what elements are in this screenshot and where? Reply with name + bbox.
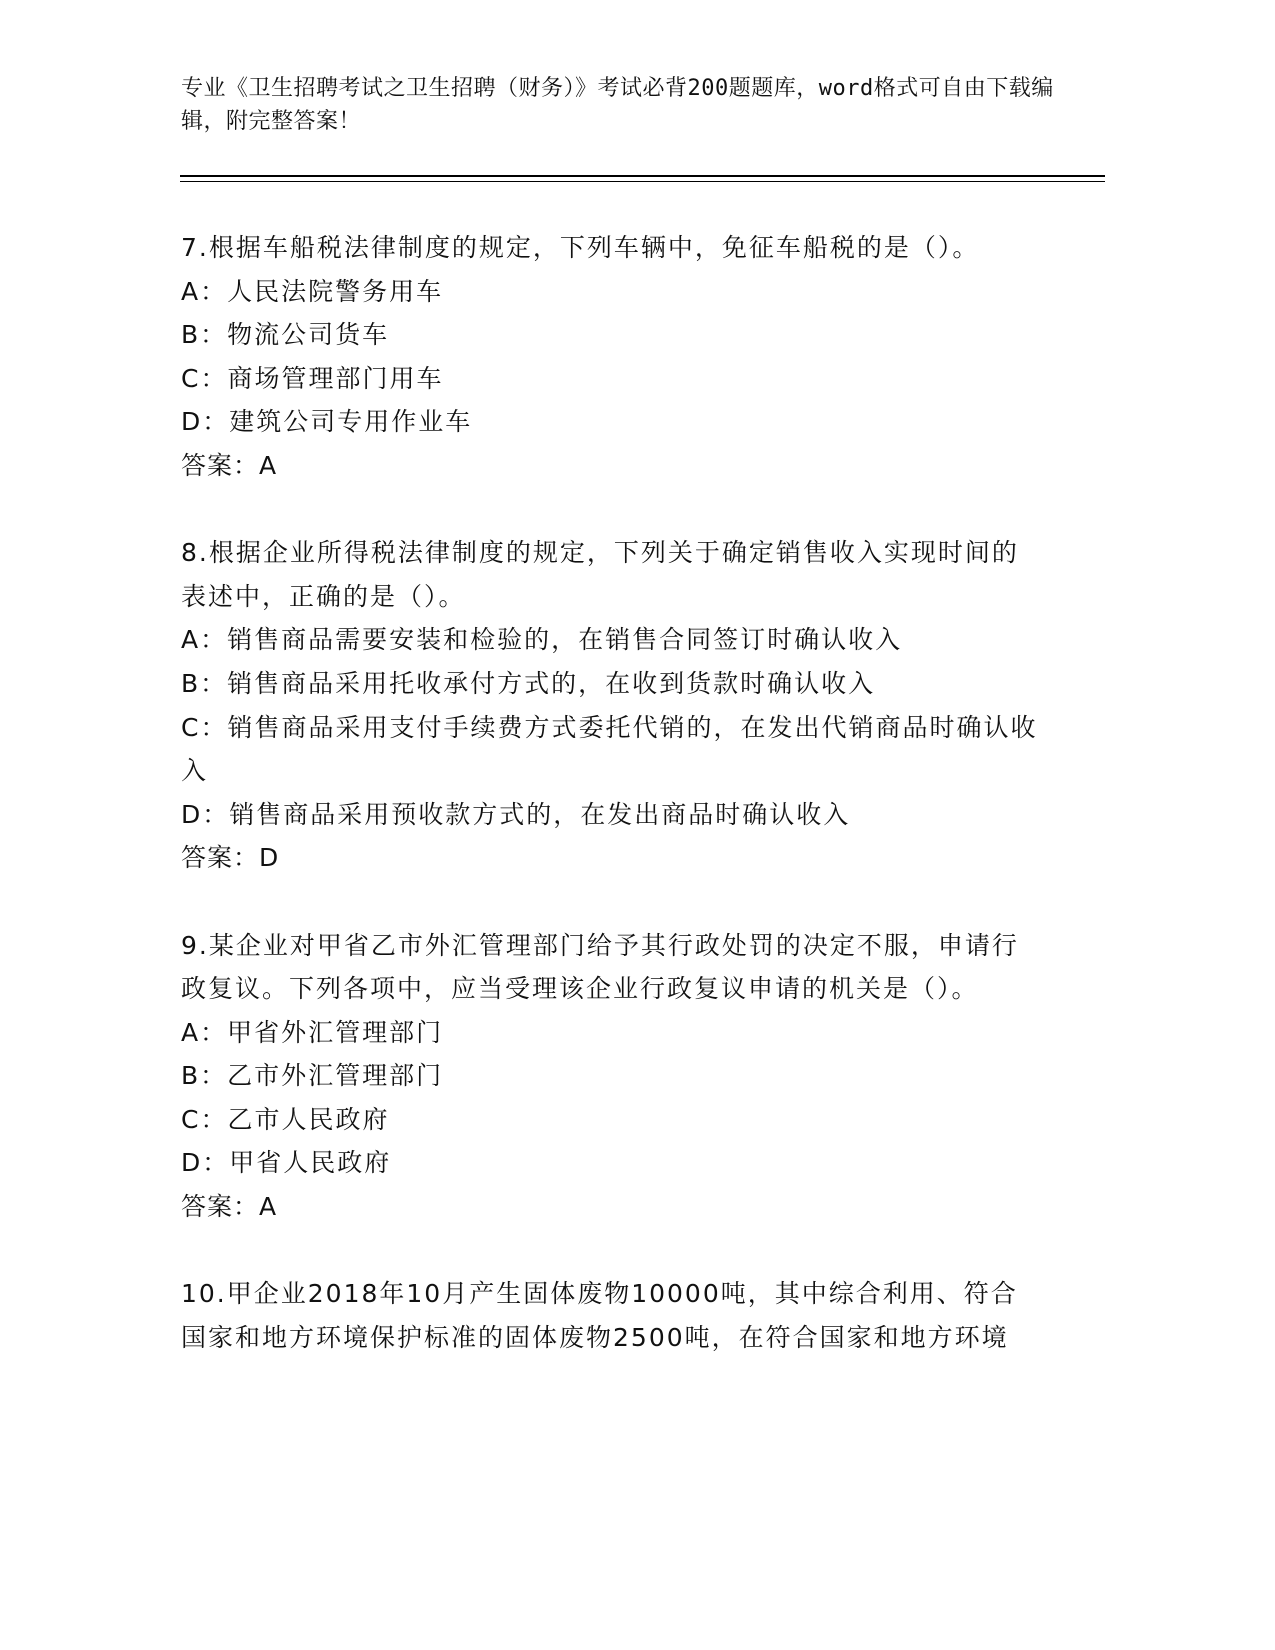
question-8 [181, 531, 1041, 880]
question-7 [181, 226, 1041, 488]
option-b: B：销售商品采用托收承付方式的，在收到货款时确认收入 [181, 668, 876, 698]
option-c: C：商场管理部门用车 [181, 363, 444, 393]
option-c: C：乙市人民政府 [181, 1104, 390, 1134]
option-d: D：销售商品采用预收款方式的，在发出商品时确认收入 [181, 799, 851, 829]
header-divider-thick [180, 175, 1105, 177]
question-stem: 8.根据企业所得税法律制度的规定，下列关于确定销售收入实现时间的表述中，正确的是（）。 [181, 538, 1019, 611]
option-d: D：建筑公司专用作业车 [181, 407, 473, 437]
option-a: A：人民法院警务用车 [181, 276, 444, 306]
answer-line: 答案：A [181, 450, 278, 480]
option-a: A：销售商品需要安装和检验的，在销售合同签订时确认收入 [181, 625, 903, 655]
option-b: B：物流公司货车 [181, 320, 390, 350]
question-9 [181, 924, 1041, 1229]
option-c: C：销售商品采用支付手续费方式委托代销的，在发出代销商品时确认收入 [181, 712, 1038, 786]
question-stem: 10.甲企业2018年10月产生固体废物10000吨，其中综合利用、符合国家和地方环境保护标准的固体废物2500吨，在符合国家和地方环境 [181, 1279, 1018, 1352]
header-divider-thin [180, 181, 1105, 182]
answer-line: 答案：A [181, 1192, 278, 1222]
document-header-note: 专业《卫生招聘考试之卫生招聘（财务）》考试必背200题题库，word格式可自由下载编辑，附完整答案！ [181, 76, 1054, 134]
question-stem: 7.根据车船税法律制度的规定，下列车辆中，免征车船税的是（）。 [181, 233, 980, 262]
question-list [181, 226, 1041, 1403]
question-10 [181, 1272, 1041, 1359]
option-a: A：甲省外汇管理部门 [181, 1017, 444, 1047]
option-b: B：乙市外汇管理部门 [181, 1061, 444, 1091]
option-d: D：甲省人民政府 [181, 1148, 392, 1178]
question-stem: 9.某企业对甲省乙市外汇管理部门给予其行政处罚的决定不服，申请行政复议。下列各项中，应当受理该企业行政复议申请的机关是（）。 [181, 930, 1019, 1004]
answer-line: 答案：D [181, 843, 280, 873]
